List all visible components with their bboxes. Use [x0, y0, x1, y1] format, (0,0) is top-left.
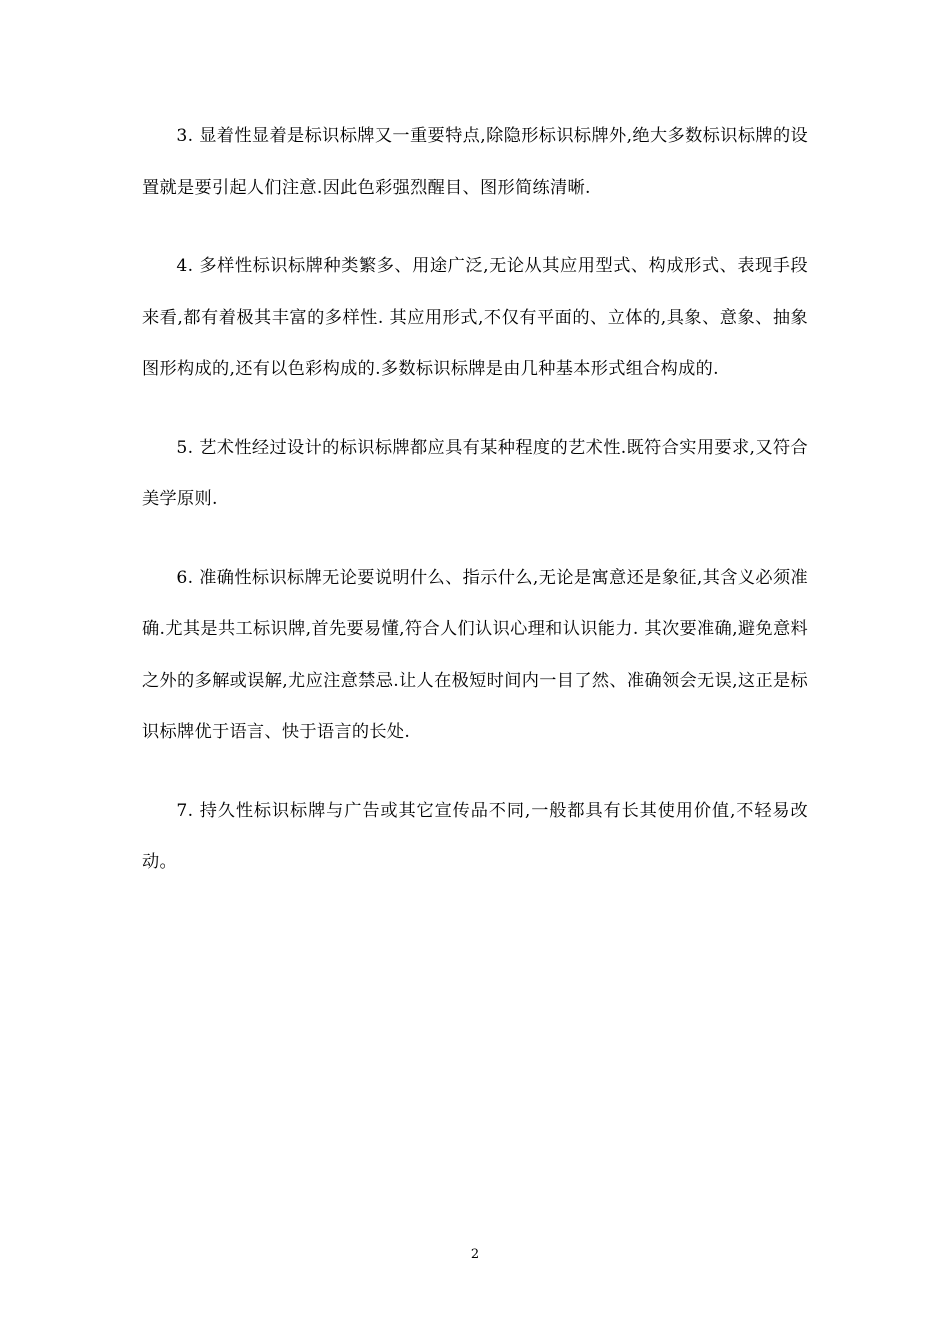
paragraph-item-7: 7. 持久性标识标牌与广告或其它宣传品不同,一般都具有长其使用价值,不轻易改动。 [142, 800, 808, 872]
paragraph-item-5: 5. 艺术性经过设计的标识标牌都应具有某种程度的艺术性.既符合实用要求,又符合美学原则. [142, 437, 808, 509]
page-body [142, 111, 808, 916]
paragraph-item-3: 3. 显着性显着是标识标牌又一重要特点,除隐形标识标牌外,绝大多数标识标牌的设置就是要引起人们注意.因此色彩强烈醒目、图形简练清晰. [142, 126, 808, 198]
page-number: 2 [470, 1247, 480, 1262]
paragraph-item-6: 6. 准确性标识标牌无论要说明什么、指示什么,无论是寓意还是象征,其含义必须准确.尤其是共工标识牌,首先要易懂,符合人们认识心理和认识能力. 其次要准确,避免意料之外的多解或误解,尤应注意禁忌.让人在极短时间内一目了然、准确领会无误,这正是标识标牌优于语言、快于语言的长处. [142, 567, 808, 742]
paragraph-item-4: 4. 多样性标识标牌种类繁多、用途广泛,无论从其应用型式、构成形式、表现手段来看,都有着极其丰富的多样性. 其应用形式,不仅有平面的、立体的,具象、意象、抽象图形构成的,还有以色彩构成的.多数标识标牌是由几种基本形式组合构成的. [142, 256, 808, 379]
